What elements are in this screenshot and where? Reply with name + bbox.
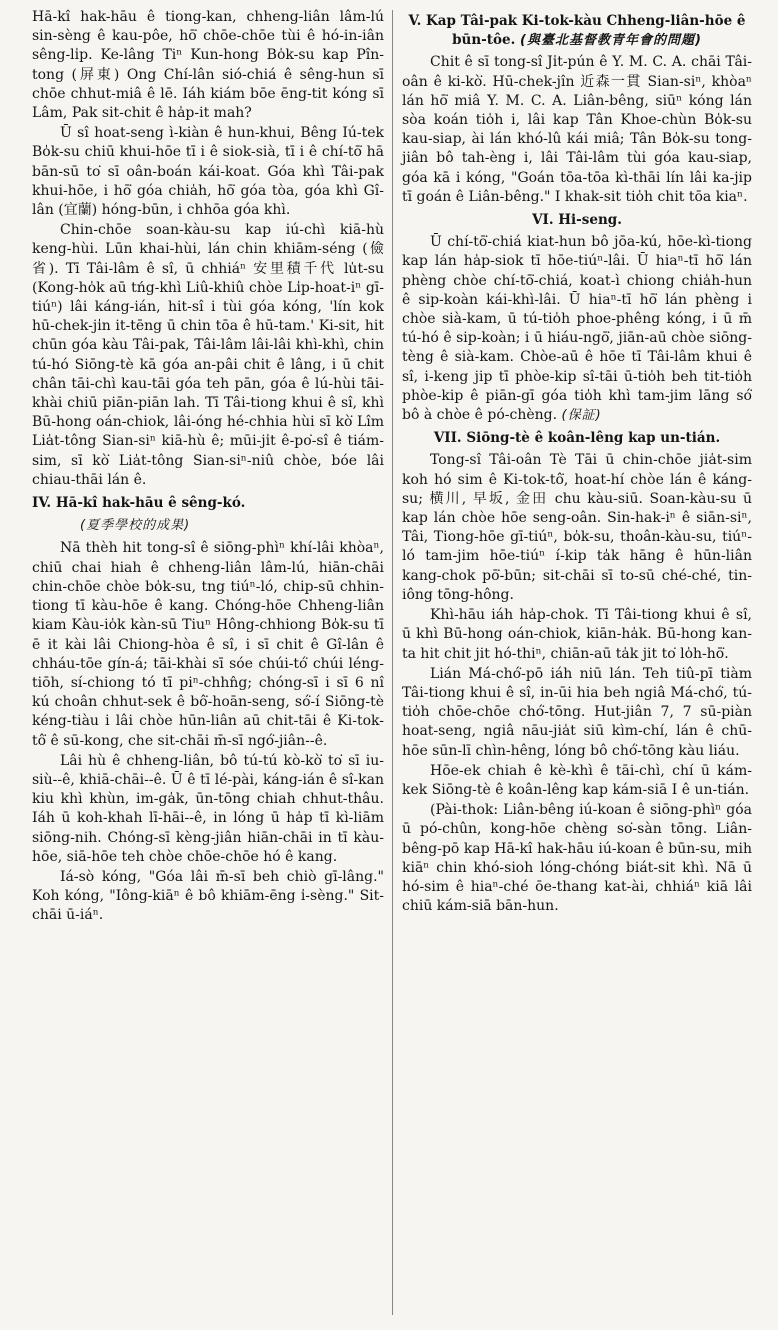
section-iv-handwritten-note: (夏季學校的成果) bbox=[80, 518, 191, 534]
section-iv-paragraph-2: Lâi hù ê chheng-liân, bô tú-tú kò-kò͘ to͘ sī iu-siù--ê, khiā-chāi--ê. Ū ê tī lé-pài, káng-ián ê sî-kan kiu khì khùn, im-ga̍k, ūn-tōng chiah chhut-thâu. Iáh ū koh-khah lī-hāi--ê, in lóng ū ha̍p tī kì-liām siōng-nih. Chóng-sī kèng-jiân hiān-chāi in tī kàu-hōe, siā-hōe teh chòe chōe-chōe hó ê kang. bbox=[32, 752, 384, 865]
column-divider bbox=[392, 10, 393, 1315]
right-column bbox=[402, 8, 752, 917]
intro-paragraph-3: Chin-chōe soan-kàu-su kap iú-chì kiā-hù keng-hùi. Lūn khai-hùi, lán chin khiām-séng (儉省). Tī Tâi-lâm ê sî, ū chhiáⁿ 安里積千代 lu̍t-su (Kong-ho̍k aū tńg-khì Liû-khiû chòe Li̍p-hoat-iⁿ gī-tiúⁿ) lâi káng-ián, hit-sî i tùi góa kóng, 'lín kok hū-chek-ji̍n it-tēng ū chin tōa ê hū-tam.' Ki-sit, hit chūn góa kàu Tâi-pak, Tâi-lâm lâi-lâi khì-khì, chin tú-hó Siōng-tè kā góa an-pâi chit ê lâng, i ū chit chân tāi-chì kau-tāi góa teh pān, góa ê lú-hùi tāi-khài chiū piān-piān lah. Tī Tâi-tiong khui ê sî, khì Bū-hong oán-chiok, lâi-óng hé-chhia hùi sī kò͘ Lîm Lia̍t-tông Sian-siⁿ kiā-hù ê; mūi-ji̍t ê-po͘-sî ê tiám-sim, sī kò͘ Lia̍t-tông Sian-siⁿ-niû chòe, bóe lâi chiau-thāi lán ê. bbox=[32, 222, 384, 488]
section-iv-paragraph-1: Nā thèh hit tong-sî ê siōng-phìⁿ khí-lâi khòaⁿ, chiū chai hiah ê chheng-liân lâm-lú, hiān-chāi chin-chōe chòe bo̍k-su, tng tiúⁿ-ló, chip-sū chhin-tiong tī kàu-hōe ê kang. Chóng-hōe Chheng-liân kiam Kàu-io̍k kàn-sū Tiuⁿ Hông-chhiong Bo̍k-su tī ē it kài lâi Chiong-hòa ê sî, i sī chit ê Gî-lân ê chháu-tōe gín-á; tāi-khài sī sóe chúi-tó͘ chúi léng-tiōh, sí-chiong tó tī piⁿ-chhn̂g; chóng-sī i sī 6 nî kú choân chhut-sek ê bô͘-hoān-seng, só͘-í Siōng-tè kéng-tiàu i lâi chòe hūn-liân aū chit-tāi ê Ki-tok-tô͘ ê sū-kong, che sit-chāi m̄-sī ngó͘-jiân--ê. bbox=[32, 540, 384, 749]
section-iv-heading: IV. Hā-kî hak-hāu ê sêng-kó. bbox=[32, 495, 246, 512]
section-vii-postscript: (Pài-thok: Liân-bêng iú-koan ê siōng-phìⁿ góa ū pó-chûn, kong-hōe chèng so͘-sàn tōng. Liân-bêng-pō kap Hā-kî hak-hāu iú-koan ê būn-su, mih kiāⁿ chin khó-sioh lóng-chóng biát-sit khì. Nā ū hó-sim ê hiaⁿ-ché ōe-thang kat-ài, chhiáⁿ kiā lâi chiū kám-siā bān-hun. bbox=[402, 802, 752, 915]
section-iv-paragraph-3: Iá-sò kóng, "Góa lâi m̄-sī beh chiò gī-lâng." Koh kóng, "Iông-kiāⁿ ê bô khiām-ēng i̍-sèng." Sit-chāi ū-iáⁿ. bbox=[32, 868, 384, 924]
section-vi-handwritten-note: (保証) bbox=[561, 408, 602, 424]
section-v-heading bbox=[402, 12, 752, 50]
section-vi-heading: VI. Hi-seng. bbox=[532, 212, 622, 229]
intro-paragraph-1: Hā-kî hak-hāu ê tiong-kan, chheng-liân lâm-lú sin-sèng ê kau-pôe, hō͘ chōe-chōe tùi ê hó-in-iân sêng-li̍p. Ke-lâng Tiⁿ Kun-hong Bo̍k-su kap Pîn-tong (屏東) Ong Chí-lân sió-chiá ê sêng-hun sī chōe chhut-miâ ê lē. Iáh kiám bōe ēng-tit kóng sī Lâm, Pak sit-chit ê ha̍p-it mah? bbox=[32, 9, 384, 122]
section-vii-paragraph-3: Lián Má-chó͘-pō iáh niū lán. Teh tiû-pī tiàm Tâi-tiong khui ê sî, in-ūi hia beh ngiâ Má-chó͘, tú-tio̍h chōe-chōe chó͘-tōng. Hut-jiân 7, 7 sū-piàn hoat-seng, ngiâ nāu-jia̍t siū kìm-chí, lán ê chū-hōe sūn-lī chìn-hêng, lóng bô chó͘-tōng kàu liáu. bbox=[402, 665, 752, 759]
intro-paragraph-2: Ū sî hoat-seng ì-kiàn ê hun-khui, Bêng Iú-tek Bo̍k-su chiū khui-hōe tī i ê siok-sià, tī i ê chí-tō͘ hā bān-sū to͘ sī oân-boán kái-koat. Góa khì Tâi-pak khui-hōe, i hō͘ góa chia̍h, hō͘ góa tòa, góa khì Gî-lân (宜蘭) hóng-būn, i chhōa góa khì. bbox=[32, 125, 384, 219]
section-vi-paragraph-text: Ū chí-tō͘-chiá kiat-hun bô jōa-kú, hōe-kì-tiong kap lán ha̍p-siok tī hōe-tiúⁿ-lâi. Ū hiaⁿ-tī hō͘ lán phèng chòe chí-tō͘-chiá, koat-ì chiong chia̍h-hun ê sip-koàn kái-khì-lâi. Ū hiaⁿ-tī hō͘ lán phèng i chòe sià-kam, ū tú-tio̍h phoe-phêng kóng, i ū m̄ tú-hó ê sip-koàn; i ū hiáu-ngō͘, jiān-aū chòe siōng-tèng ê sià-kam. Chòe-aū ê hōe tī Tâi-lâm khui ê sî, i-keng jip tī phòe-kip sî-tāi ū-tio̍h beh tit-tio̍h phòe-kip ê piān-gī góa tio̍h khì tam-jim lāng só͘ bô à chòe ê pó-chèng. bbox=[402, 234, 752, 424]
left-column bbox=[32, 8, 384, 927]
section-vii-heading: VII. Siōng-tè ê koân-lêng kap un-tián. bbox=[433, 430, 721, 447]
section-vi-paragraph-1 bbox=[402, 233, 752, 425]
section-vii-paragraph-1: Tong-sî Tâi-oân Tè Tāi ū chin-chōe jia̍t-sim koh hó sim ê Ki-tok-tô͘, hoat-hí chòe lán ê káng-su; 横川, 早坂, 金田 chu kàu-siū. Soan-kàu-su ū kap lán chòe hōe seng-oân. Sin-hak-iⁿ ê siān-siⁿ, Tâi, Tiong-hōe gī-tiúⁿ, bo̍k-su, thoân-kàu-su, tiúⁿ-ló tam-jim hōe-tiúⁿ í-kip ta̍k hāng ê hūn-liân kang-chok pō͘-būn; sit-chāi sī to-sū ché-ché, tin-iông tōng-hông. bbox=[402, 452, 752, 603]
section-v-handwritten-note: (與臺北基督教青年會的問題) bbox=[520, 33, 702, 49]
section-vii-paragraph-4: Hōe-ek chiah ê kè-khì ê tāi-chì, chí ū kám-kek Siōng-tè ê koân-lêng kap kám-siā I ê un-tián. bbox=[402, 762, 752, 798]
section-v-paragraph-1: Chit ê sī tong-sî Ji̍t-pún ê Y. M. C. A. chāi Tâi-oân ê ki-kò͘. Hū-chek-jîn 近森一貫 Sian-siⁿ, khòaⁿ lán hō͘ miâ Y. M. C. A. Liân-bêng, siūⁿ kóng lán sòa koán tio̍h i, lâi kap Tân Khoe-chùn Bo̍k-su kau-siap, ài lán khó-lû kái miâ; Tân Bo̍k-su tong-jiân bô tah-èng i, lâi Tâi-lâm tùi góa kau-siap, góa kā i kóng, "Goán tōa-tōa kì-thāi lín lâi ka-jip tī goán ê Liân-bêng." I khak-sit tio̍h chit tōa kiaⁿ. bbox=[402, 54, 752, 205]
section-vii-paragraph-2: Khì-hāu iáh ha̍p-chok. Tī Tâi-tiong khui ê sî, ū khì Bū-hong oán-chiok, kiān-ha̍k. Bū-hong kan-ta hit chit jit hó-thiⁿ, chiān-aū ta̍k jit to͘ lo̍h-hō͘. bbox=[402, 607, 752, 662]
section-v-title: V. Kap Tâi-pak Ki-tok-kàu Chheng-liân-hōe ê būn-tôe. bbox=[408, 13, 746, 49]
